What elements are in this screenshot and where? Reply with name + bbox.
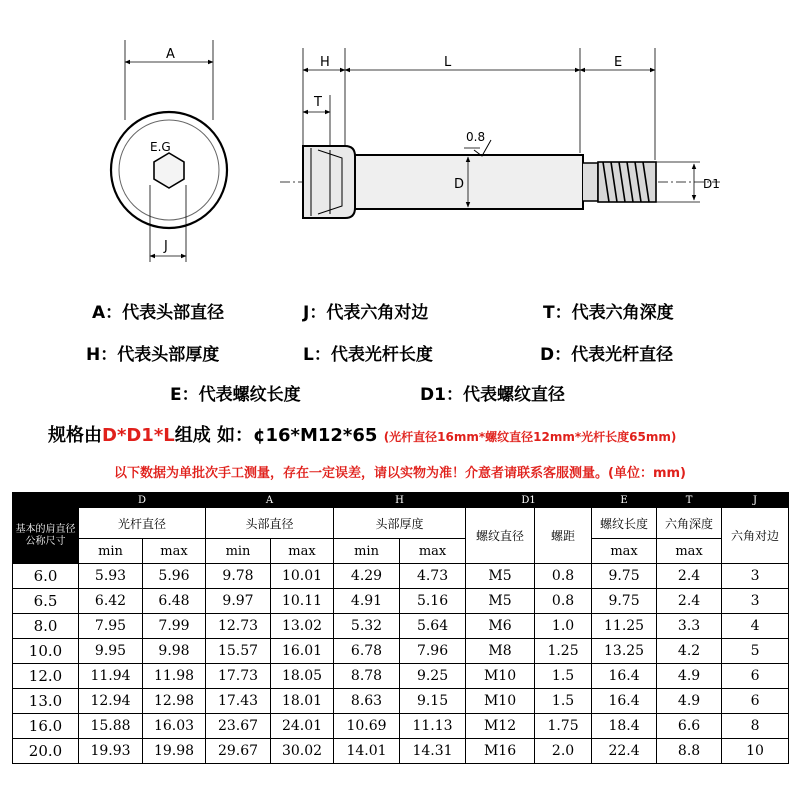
th-max: max [400, 539, 466, 564]
table-cell: 0.8 [535, 564, 592, 589]
side-view [280, 48, 720, 218]
table-cell: 17.43 [206, 689, 271, 714]
table-cell: 8.78 [334, 664, 400, 689]
th-max: max [271, 539, 334, 564]
table-row [13, 714, 789, 739]
table-cell: 4.2 [657, 639, 722, 664]
table-cell: 19.93 [79, 739, 143, 764]
table-cell: 6.78 [334, 639, 400, 664]
table-cell: 6 [722, 689, 789, 714]
legend-L: L：代表光杆长度 [303, 345, 433, 365]
table-cell: 13.25 [592, 639, 657, 664]
th-A: A [206, 493, 334, 508]
table-cell: M8 [466, 639, 535, 664]
spec-line [48, 421, 676, 447]
legend-D1: D1：代表螺纹直径 [420, 385, 565, 405]
table-cell: 9.98 [143, 639, 206, 664]
table-cell: 11.13 [400, 714, 466, 739]
table-cell: 4.9 [657, 664, 722, 689]
table-cell: M12 [466, 714, 535, 739]
table-row [13, 589, 789, 614]
th-min: min [334, 539, 400, 564]
table-cell: 3 [722, 564, 789, 589]
legend-A: A：代表头部直径 [92, 303, 225, 323]
table-cell: 6.48 [143, 589, 206, 614]
table-cell: 11.98 [143, 664, 206, 689]
table-cell: M5 [466, 589, 535, 614]
th-H-name: 头部厚度 [334, 508, 466, 539]
label-finish: 0.8 [466, 130, 486, 144]
size-cell: 12.0 [13, 664, 79, 689]
table-cell: 6.6 [657, 714, 722, 739]
table-cell: 6 [722, 664, 789, 689]
size-cell: 20.0 [13, 739, 79, 764]
label-EG: E.G [150, 140, 171, 154]
table-cell: 9.95 [79, 639, 143, 664]
table-cell: 1.25 [535, 639, 592, 664]
table-header-row [13, 493, 789, 508]
th-D: D [79, 493, 206, 508]
th-min: min [206, 539, 271, 564]
table-cell: 24.01 [271, 714, 334, 739]
table-cell: 22.4 [592, 739, 657, 764]
table-cell: 14.01 [334, 739, 400, 764]
table-cell: 2.4 [657, 589, 722, 614]
label-T: T [314, 95, 322, 110]
legend-E: E：代表螺纹长度 [170, 385, 301, 405]
table-cell: 9.75 [592, 564, 657, 589]
size-cell: 13.0 [13, 689, 79, 714]
spec-prefix: 规格由 [48, 425, 102, 446]
table-body [13, 564, 789, 764]
table-cell: 7.95 [79, 614, 143, 639]
table-cell: 9.75 [592, 589, 657, 614]
table-cell: 4.73 [400, 564, 466, 589]
table-row [13, 739, 789, 764]
table-cell: 10.11 [271, 589, 334, 614]
th-min: min [79, 539, 143, 564]
table-cell: 12.98 [143, 689, 206, 714]
size-cell: 6.0 [13, 564, 79, 589]
table-cell: 9.97 [206, 589, 271, 614]
table-cell: 11.25 [592, 614, 657, 639]
spec-formula: D*D1*L [102, 425, 175, 446]
table-cell: 11.94 [79, 664, 143, 689]
th-D-name: 光杆直径 [79, 508, 206, 539]
label-H: H [320, 55, 330, 70]
table-cell: 16.03 [143, 714, 206, 739]
table-cell: 16.4 [592, 664, 657, 689]
table-cell: 5.93 [79, 564, 143, 589]
legend-H: H：代表头部厚度 [86, 345, 220, 365]
table-cell: 4.29 [334, 564, 400, 589]
table-cell: 2.4 [657, 564, 722, 589]
label-D1: D1 [703, 177, 720, 191]
table-cell: 13.02 [271, 614, 334, 639]
table-cell: 10.69 [334, 714, 400, 739]
th-E: E [592, 493, 657, 508]
table-cell: 7.96 [400, 639, 466, 664]
table-cell: M10 [466, 664, 535, 689]
table-cell: 1.5 [535, 689, 592, 714]
table-cell: 12.73 [206, 614, 271, 639]
size-cell: 10.0 [13, 639, 79, 664]
th-T-name: 六角深度 [657, 508, 722, 539]
legend-T: T：代表六角深度 [543, 303, 674, 323]
table-cell: 18.4 [592, 714, 657, 739]
th-J-name: 六角对边 [722, 508, 789, 564]
table-cell: 30.02 [271, 739, 334, 764]
table-cell: 4.9 [657, 689, 722, 714]
hex-socket [154, 153, 184, 188]
table-cell: 7.99 [143, 614, 206, 639]
table-row [13, 614, 789, 639]
table-cell: M10 [466, 689, 535, 714]
th-H: H [334, 493, 466, 508]
table-cell: 8.63 [334, 689, 400, 714]
table-cell: 16.01 [271, 639, 334, 664]
table-row [13, 664, 789, 689]
table-row [13, 689, 789, 714]
th-T: T [657, 493, 722, 508]
table-cell: 1.5 [535, 664, 592, 689]
label-E: E [614, 55, 623, 70]
table-cell: M6 [466, 614, 535, 639]
table-cell: 5.32 [334, 614, 400, 639]
th-pitch-name: 螺距 [535, 508, 592, 564]
table-cell: 9.25 [400, 664, 466, 689]
th-size: 基本的肩直径公称尺寸 [13, 508, 79, 564]
table-cell: 8.8 [657, 739, 722, 764]
table-cell: 10.01 [271, 564, 334, 589]
table-cell: 12.94 [79, 689, 143, 714]
th-A-name: 头部直径 [206, 508, 334, 539]
table-cell: 18.01 [271, 689, 334, 714]
table-cell: 5 [722, 639, 789, 664]
table-cell: 9.78 [206, 564, 271, 589]
table-row [13, 639, 789, 664]
table-cell: 1.0 [535, 614, 592, 639]
disclaimer: 以下数据为单批次手工测量，存在一定误差，请以实物为准！介意者请联系客服测量。(单位：mm) [114, 466, 686, 481]
spec-suffix: 组成 如： [174, 425, 253, 446]
label-A: A [166, 47, 175, 62]
size-cell: 6.5 [13, 589, 79, 614]
screw-shank [355, 155, 583, 209]
legend-D: D：代表光杆直径 [540, 345, 674, 365]
table-cell: 15.57 [206, 639, 271, 664]
table-cell: 18.05 [271, 664, 334, 689]
table-cell: 19.98 [143, 739, 206, 764]
th-E-name: 螺纹长度 [592, 508, 657, 539]
table-cell: 8 [722, 714, 789, 739]
table-row [13, 564, 789, 589]
table-cell: M16 [466, 739, 535, 764]
size-cell: 8.0 [13, 614, 79, 639]
th-max: max [143, 539, 206, 564]
table-cell: 4.91 [334, 589, 400, 614]
table-cell: 23.67 [206, 714, 271, 739]
spec-example: ¢16*M12*65 [252, 425, 378, 446]
table-minmax-row [13, 539, 789, 564]
table-cell: 17.73 [206, 664, 271, 689]
technical-drawing [0, 0, 800, 275]
table-cell: 6.42 [79, 589, 143, 614]
table-cell: 10 [722, 739, 789, 764]
table-cell: 16.4 [592, 689, 657, 714]
table-cell: 5.96 [143, 564, 206, 589]
th-max: max [592, 539, 657, 564]
th-J: J [722, 493, 789, 508]
table-cell: 5.64 [400, 614, 466, 639]
table-cell: 1.75 [535, 714, 592, 739]
th-D1: D1 [466, 493, 592, 508]
table-cell: 2.0 [535, 739, 592, 764]
spec-table [12, 492, 789, 764]
table-cell: M5 [466, 564, 535, 589]
th-D1-name: 螺纹直径 [466, 508, 535, 564]
legend-J: J：代表六角对边 [303, 303, 429, 323]
table-cell: 14.31 [400, 739, 466, 764]
table-cell: 29.67 [206, 739, 271, 764]
table-cell: 9.15 [400, 689, 466, 714]
label-D: D [454, 177, 465, 192]
table-cell: 3.3 [657, 614, 722, 639]
table-cell: 3 [722, 589, 789, 614]
size-cell: 16.0 [13, 714, 79, 739]
table-cell: 5.16 [400, 589, 466, 614]
table-subheader-row [13, 508, 789, 539]
table-cell: 4 [722, 614, 789, 639]
label-J: J [164, 239, 168, 254]
label-L: L [444, 55, 452, 70]
th-max: max [657, 539, 722, 564]
table-cell: 15.88 [79, 714, 143, 739]
spec-note: (光杆直径16mm*螺纹直径12mm*光杆长度65mm) [383, 430, 677, 444]
table-cell: 0.8 [535, 589, 592, 614]
